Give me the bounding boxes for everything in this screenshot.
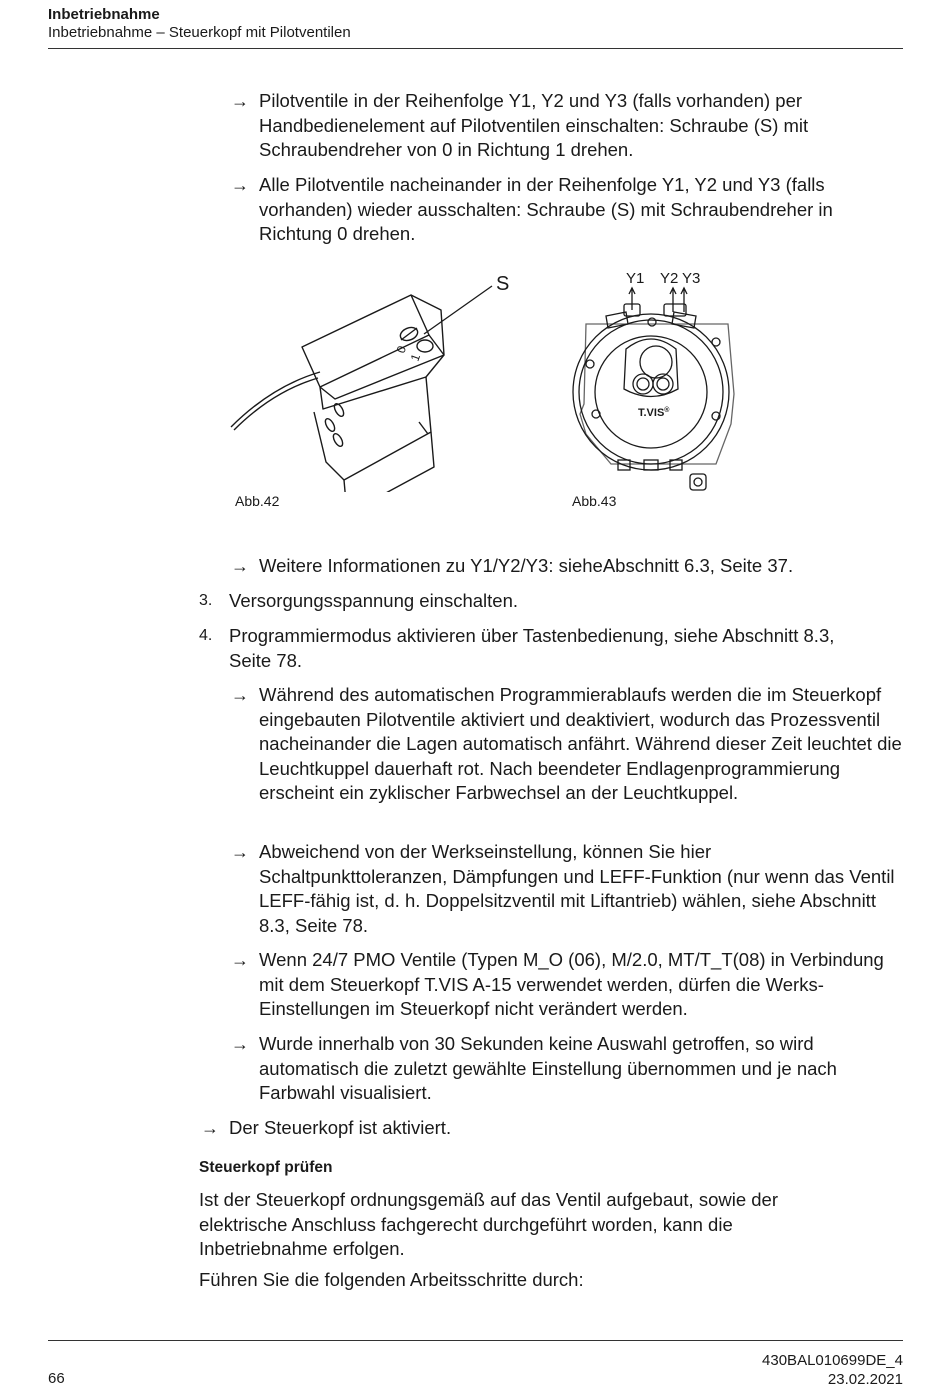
chapter-title: Inbetriebnahme bbox=[48, 6, 160, 23]
result-item: Wurde innerhalb von 30 Sekunden keine Auswahl getroffen, so wird automatisch die zuletzt gewählte Einstellung übernommen und je nach Farbwahl visualisiert. bbox=[259, 1033, 837, 1103]
label-y1: Y1 bbox=[626, 270, 645, 287]
header-divider bbox=[48, 48, 903, 49]
arrow-icon: → bbox=[231, 175, 249, 195]
page-header bbox=[48, 6, 903, 42]
result-item: Abweichend von der Werkseinstellung, können Sie hier Schaltpunkttoleranzen, Dämpfungen und LEFF-Funktion (nur wenn das Ventil LEFF-fähig ist, d. h. Doppelsitzventil mit Liftantrieb) wählen, siehe Abschnitt 8.3, Seite 78. bbox=[259, 841, 895, 936]
brand-label: T.VIS bbox=[638, 407, 665, 419]
step-text: Programmiermodus aktivieren über Tastenbedienung, siehe Abschnitt 8.3, Seite 78. bbox=[229, 625, 835, 671]
document-date: 23.02.2021 bbox=[827, 1371, 903, 1388]
brand-registered: ® bbox=[664, 407, 670, 414]
arrow-icon: → bbox=[231, 842, 249, 862]
document-info bbox=[762, 1351, 903, 1389]
document-id: 430BAL010699DE_4 bbox=[762, 1352, 903, 1369]
footer-divider bbox=[48, 1340, 903, 1341]
section-body: Ist der Steuerkopf ordnungsgemäß auf das Ventil aufgebaut, sowie der elektrische Anschluss fachgerecht durchgeführt worden, kann die Inbetriebnahme erfolgen. bbox=[199, 1189, 779, 1259]
svg-text:T.VIS® bbox=[638, 406, 670, 419]
arrow-icon: → bbox=[231, 91, 249, 111]
mark-zero: 0 bbox=[393, 343, 410, 356]
pilot-valve-figure bbox=[226, 262, 526, 492]
final-result: Der Steuerkopf ist aktiviert. bbox=[229, 1117, 452, 1138]
figure-caption: Abb.42 bbox=[235, 493, 280, 509]
step-number: 3. bbox=[199, 592, 213, 609]
arrow-icon: → bbox=[231, 950, 249, 970]
arrow-icon: → bbox=[201, 1118, 219, 1138]
step-text: Versorgungsspannung einschalten. bbox=[229, 590, 519, 611]
instruction-step: Alle Pilotventile nacheinander in der Reihenfolge Y1, Y2 und Y3 (falls vorhanden) wieder ausschalten: Schraube (S) mit Schraubendreher in Richtung 0 drehen. bbox=[259, 174, 833, 244]
control-head-figure bbox=[566, 264, 746, 494]
section-lead: Führen Sie die folgenden Arbeitsschritte durch: bbox=[199, 1269, 584, 1290]
mark-one: 1 bbox=[407, 351, 424, 364]
result-item: Während des automatischen Programmierablaufs werden die im Steuerkopf eingebauten Pilotventile aktiviert und deaktiviert, wodurch das Prozessventil nacheinander die Lagen automatisch anfährt. Während dieser Zeit leuchtet die Leuchtkuppel dauerhaft rot. Nach beendeter Endlagenprogrammierung erscheint ein zyklischer Farbwechsel an der Leuchtkuppel. bbox=[259, 684, 902, 803]
arrow-icon: → bbox=[231, 685, 249, 705]
arrow-icon: → bbox=[231, 556, 249, 576]
section-heading: Steuerkopf prüfen bbox=[199, 1159, 333, 1176]
figure-caption: Abb.43 bbox=[572, 493, 617, 509]
label-s: S bbox=[496, 273, 510, 295]
info-line: Weitere Informationen zu Y1/Y2/Y3: sieheAbschnitt 6.3, Seite 37. bbox=[259, 555, 794, 576]
label-y2: Y2 bbox=[660, 270, 679, 287]
label-y3: Y3 bbox=[682, 270, 701, 287]
arrow-icon: → bbox=[231, 1034, 249, 1054]
step-number: 4. bbox=[199, 627, 213, 644]
instruction-step: Pilotventile in der Reihenfolge Y1, Y2 und Y3 (falls vorhanden) per Handbedienelement auf Pilotventilen einschalten: Schraube (S) mit Schraubendreher von 0 in Richtung 1 drehen. bbox=[259, 90, 809, 160]
page-number: 66 bbox=[48, 1370, 65, 1387]
result-item: Wenn 24/7 PMO Ventile (Typen M_O (06), M/2.0, MT/T_T(08) in Verbindung mit dem Steuerkopf T.VIS A-15 verwendet werden, dürfen die Werks-Einstellungen im Steuerkopf nicht verändert werden. bbox=[259, 949, 884, 1019]
chapter-subtitle: Inbetriebnahme – Steuerkopf mit Pilotventilen bbox=[48, 24, 351, 41]
